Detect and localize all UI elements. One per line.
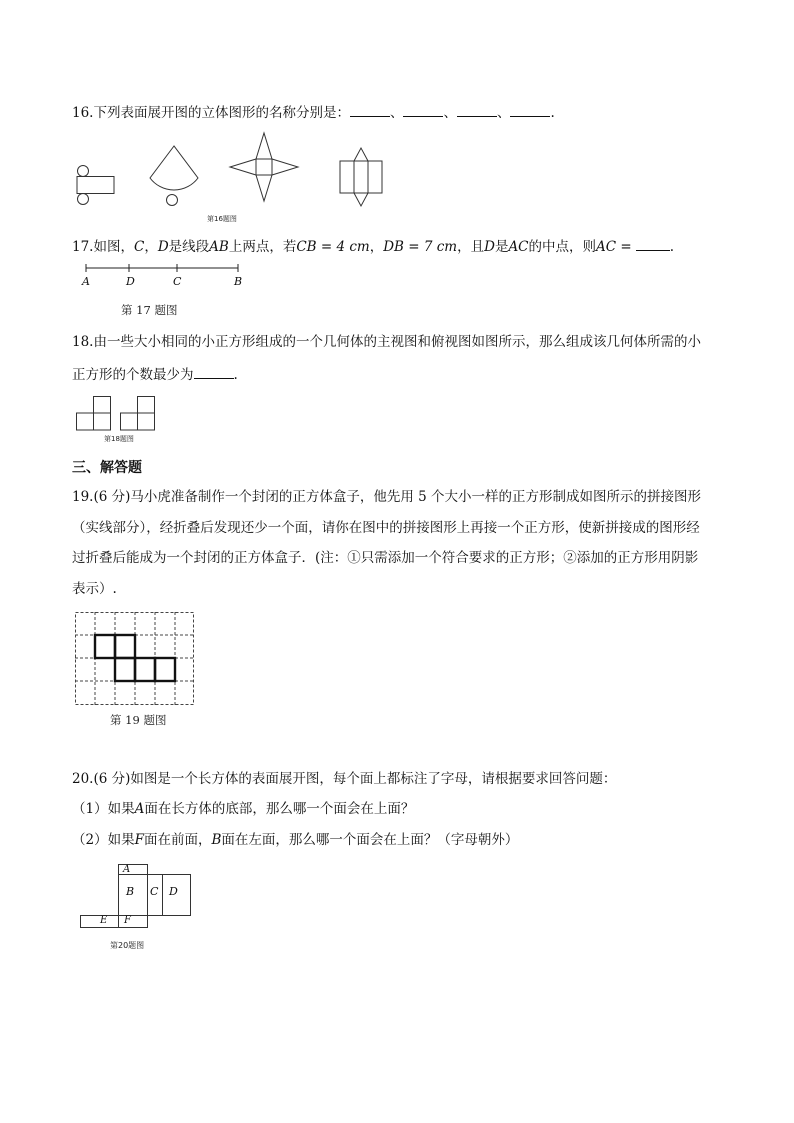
q20-sub1: （1）如果A面在长方体的底部，那么哪一个面会在上面？ — [72, 801, 415, 817]
net-solid-squares — [95, 635, 175, 681]
point-a-label: A — [82, 275, 90, 288]
face-e-label: E — [100, 915, 108, 926]
q18-blank[interactable] — [194, 366, 234, 379]
q19-grid[interactable] — [75, 612, 195, 706]
q17-text: 17.如图，C，D是线段AB上两点，若CB = 4 cm，DB = 7 cm，且D是AC的中点，则AC = . — [72, 239, 675, 255]
front-view — [77, 397, 111, 431]
q18-line2: 正方形的个数最少为 . — [72, 367, 238, 383]
q16-blank-1[interactable] — [350, 104, 390, 117]
q19-line2: （实线部分），经折叠后发现还少一个面，请你在图中的拼接图形上再接一个正方形，使新拼接成的图形经 — [72, 520, 700, 536]
q19-line1: 19.(6 分)马小虎准备制作一个封闭的正方体盒子，他先用 5 个大小一样的正方形制成如图所示的拼接图形 — [72, 489, 702, 505]
top-view — [121, 397, 155, 431]
section-heading: 三、解答题 — [72, 460, 142, 476]
q16-blank-2[interactable] — [403, 104, 443, 117]
q19-caption: 第 19 题图 — [110, 713, 167, 727]
face-c-label: C — [150, 885, 159, 898]
q19-line3: 过折叠后能成为一个封闭的正方体盒子．(注：①只需添加一个符合要求的正方形；②添加的正方形用阴影 — [72, 550, 699, 566]
q17-segment — [80, 262, 250, 276]
q16-figures — [70, 128, 400, 214]
q20-sub2: （2）如果F面在前面，B面在左面，那么哪一个面会在上面？（字母朝外） — [72, 832, 519, 848]
face-a-label: A — [123, 864, 131, 875]
q18-caption: 第18题图 — [104, 435, 134, 443]
cylinder-net — [77, 166, 114, 205]
q16-text: 16.下列表面展开图的立体图形的名称分别是： 、 、 、 . — [72, 105, 555, 121]
q18-line1: 18.由一些大小相同的小正方形组成的一个几何体的主视图和俯视图如图所示，那么组成该几何体所需的小 — [72, 334, 701, 350]
q20-caption: 第20题图 — [110, 941, 145, 950]
q18-views — [76, 396, 158, 432]
point-b-label: B — [234, 275, 243, 288]
q16-caption: 第16题图 — [207, 215, 237, 223]
point-c-label: C — [173, 275, 182, 288]
q20-line1: 20.(6 分)如图是一个长方体的表面展开图，每个面上都标注了字母，请根据要求回答问题： — [72, 771, 617, 787]
q19-line4: 表示）. — [72, 581, 117, 597]
q16-blank-4[interactable] — [510, 104, 550, 117]
face-f-label: F — [124, 915, 131, 926]
cone-net — [150, 146, 198, 206]
pyramid-net — [230, 133, 298, 201]
point-d-label: D — [126, 275, 135, 288]
face-b-label: B — [126, 885, 135, 898]
prism-net — [340, 148, 382, 206]
q16-blank-3[interactable] — [457, 104, 497, 117]
q17-caption: 第 17 题图 — [121, 303, 178, 317]
q17-blank[interactable] — [636, 238, 670, 251]
face-d-label: D — [169, 885, 178, 898]
